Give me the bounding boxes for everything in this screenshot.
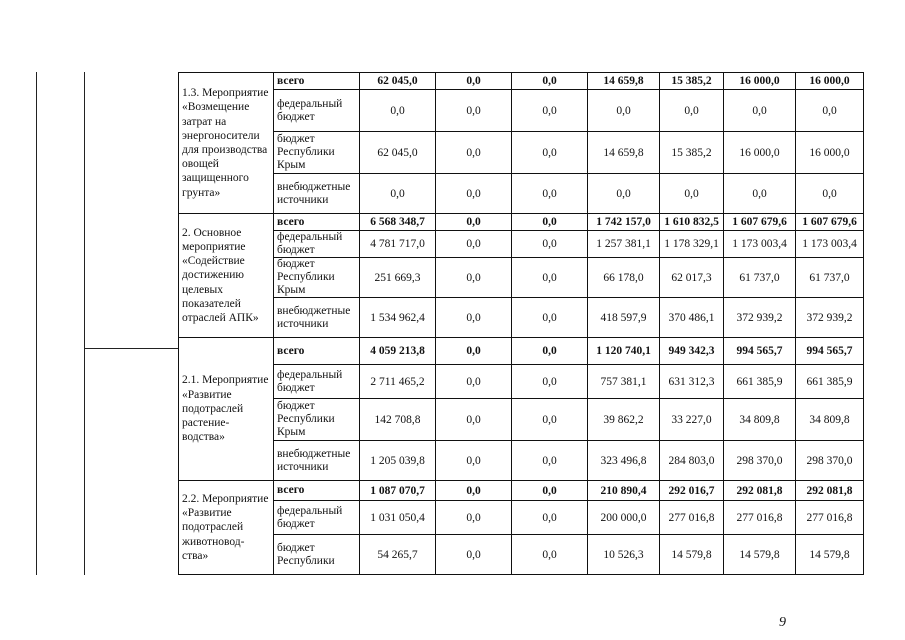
amount-cell: 66 178,0 — [588, 258, 660, 298]
amount-cell: 0,0 — [436, 535, 512, 575]
amount-cell: 949 342,3 — [660, 338, 724, 365]
amount-cell: 661 385,9 — [724, 365, 796, 399]
amount-cell: 34 809,8 — [796, 399, 864, 441]
amount-cell: 61 737,0 — [796, 258, 864, 298]
amount-cell: 0,0 — [512, 298, 588, 338]
amount-cell: 0,0 — [512, 399, 588, 441]
amount-cell: 292 016,7 — [660, 481, 724, 501]
amount-cell: 292 081,8 — [796, 481, 864, 501]
amount-cell: 0,0 — [660, 90, 724, 132]
amount-cell: 277 016,8 — [660, 501, 724, 535]
amount-cell: 0,0 — [512, 338, 588, 365]
amount-cell: 1 173 003,4 — [724, 231, 796, 258]
amount-cell: 0,0 — [512, 441, 588, 481]
measure-name: 2.2. Мероприятие «Развитие подотраслей животновод-ства» — [179, 481, 274, 575]
table-row — [179, 90, 864, 132]
amount-cell: 370 486,1 — [660, 298, 724, 338]
amount-cell: 6 568 348,7 — [360, 214, 436, 231]
funding-source: бюджет Республики Крым — [274, 399, 360, 441]
amount-cell: 0,0 — [436, 338, 512, 365]
table-row — [179, 535, 864, 575]
amount-cell: 292 081,8 — [724, 481, 796, 501]
amount-cell: 0,0 — [588, 90, 660, 132]
amount-cell: 277 016,8 — [724, 501, 796, 535]
amount-cell: 0,0 — [436, 90, 512, 132]
amount-cell: 14 579,8 — [724, 535, 796, 575]
amount-cell: 1 607 679,6 — [724, 214, 796, 231]
section-separator — [84, 348, 178, 349]
table-row — [179, 258, 864, 298]
amount-cell: 372 939,2 — [724, 298, 796, 338]
amount-cell: 0,0 — [360, 90, 436, 132]
measure-name: 2.1. Мероприятие «Развитие подотраслей растение-водства» — [179, 338, 274, 481]
amount-cell: 0,0 — [724, 174, 796, 214]
amount-cell: 0,0 — [512, 231, 588, 258]
amount-cell: 0,0 — [436, 231, 512, 258]
table-row — [179, 214, 864, 231]
amount-cell: 1 087 070,7 — [360, 481, 436, 501]
amount-cell: 14 579,8 — [796, 535, 864, 575]
amount-cell: 200 000,0 — [588, 501, 660, 535]
funding-source: федеральный бюджет — [274, 90, 360, 132]
amount-cell: 15 385,2 — [660, 132, 724, 174]
amount-cell: 34 809,8 — [724, 399, 796, 441]
amount-cell: 0,0 — [360, 174, 436, 214]
amount-cell: 0,0 — [724, 90, 796, 132]
table-row — [179, 501, 864, 535]
funding-source: всего — [274, 481, 360, 501]
amount-cell: 4 059 213,8 — [360, 338, 436, 365]
table-row — [179, 298, 864, 338]
amount-cell: 0,0 — [512, 90, 588, 132]
amount-cell: 757 381,1 — [588, 365, 660, 399]
table-row — [179, 481, 864, 501]
column-rule-1 — [84, 72, 85, 575]
amount-cell: 10 526,3 — [588, 535, 660, 575]
amount-cell: 298 370,0 — [724, 441, 796, 481]
amount-cell: 0,0 — [512, 365, 588, 399]
amount-cell: 298 370,0 — [796, 441, 864, 481]
funding-source: всего — [274, 214, 360, 231]
amount-cell: 994 565,7 — [796, 338, 864, 365]
funding-source: федеральный бюджет — [274, 231, 360, 258]
amount-cell: 16 000,0 — [724, 132, 796, 174]
funding-source: внебюджетные источники — [274, 174, 360, 214]
measure-name: 1.3. Мероприятие «Возмещение затрат на энергоносители для производства овощей защищенного грунта» — [179, 73, 274, 214]
amount-cell: 1 257 381,1 — [588, 231, 660, 258]
amount-cell: 277 016,8 — [796, 501, 864, 535]
amount-cell: 4 781 717,0 — [360, 231, 436, 258]
funding-source: всего — [274, 73, 360, 90]
amount-cell: 251 669,3 — [360, 258, 436, 298]
amount-cell: 62 045,0 — [360, 73, 436, 90]
table-row — [179, 441, 864, 481]
amount-cell: 0,0 — [436, 132, 512, 174]
amount-cell: 0,0 — [512, 73, 588, 90]
amount-cell: 2 711 465,2 — [360, 365, 436, 399]
amount-cell: 631 312,3 — [660, 365, 724, 399]
table-row — [179, 365, 864, 399]
amount-cell: 16 000,0 — [796, 73, 864, 90]
amount-cell: 1 120 740,1 — [588, 338, 660, 365]
amount-cell: 0,0 — [436, 258, 512, 298]
amount-cell: 1 742 157,0 — [588, 214, 660, 231]
amount-cell: 0,0 — [436, 481, 512, 501]
amount-cell: 15 385,2 — [660, 73, 724, 90]
amount-cell: 0,0 — [436, 441, 512, 481]
amount-cell: 1 607 679,6 — [796, 214, 864, 231]
amount-cell: 1 610 832,5 — [660, 214, 724, 231]
amount-cell: 14 579,8 — [660, 535, 724, 575]
amount-cell: 54 265,7 — [360, 535, 436, 575]
amount-cell: 0,0 — [436, 399, 512, 441]
amount-cell: 1 205 039,8 — [360, 441, 436, 481]
table-row — [179, 174, 864, 214]
amount-cell: 62 045,0 — [360, 132, 436, 174]
funding-source: бюджет Республики Крым — [274, 258, 360, 298]
amount-cell: 0,0 — [436, 214, 512, 231]
funding-source: всего — [274, 338, 360, 365]
amount-cell: 1 534 962,4 — [360, 298, 436, 338]
table-row — [179, 338, 864, 365]
amount-cell: 142 708,8 — [360, 399, 436, 441]
amount-cell: 0,0 — [436, 501, 512, 535]
funding-source: федеральный бюджет — [274, 365, 360, 399]
amount-cell: 418 597,9 — [588, 298, 660, 338]
table-row — [179, 231, 864, 258]
amount-cell: 0,0 — [512, 535, 588, 575]
table-row — [179, 132, 864, 174]
amount-cell: 14 659,8 — [588, 132, 660, 174]
amount-cell: 0,0 — [588, 174, 660, 214]
amount-cell: 16 000,0 — [724, 73, 796, 90]
amount-cell: 0,0 — [512, 174, 588, 214]
amount-cell: 14 659,8 — [588, 73, 660, 90]
funding-source: федеральный бюджет — [274, 501, 360, 535]
amount-cell: 0,0 — [512, 258, 588, 298]
amount-cell: 210 890,4 — [588, 481, 660, 501]
amount-cell: 0,0 — [436, 298, 512, 338]
amount-cell: 0,0 — [512, 501, 588, 535]
amount-cell: 994 565,7 — [724, 338, 796, 365]
amount-cell: 62 017,3 — [660, 258, 724, 298]
amount-cell: 33 227,0 — [660, 399, 724, 441]
amount-cell: 0,0 — [436, 73, 512, 90]
amount-cell: 0,0 — [512, 481, 588, 501]
amount-cell: 39 862,2 — [588, 399, 660, 441]
amount-cell: 0,0 — [436, 365, 512, 399]
table-row — [179, 399, 864, 441]
funding-source: внебюджетные источники — [274, 298, 360, 338]
amount-cell: 1 173 003,4 — [796, 231, 864, 258]
amount-cell: 0,0 — [436, 174, 512, 214]
amount-cell: 0,0 — [512, 214, 588, 231]
amount-cell: 284 803,0 — [660, 441, 724, 481]
amount-cell: 372 939,2 — [796, 298, 864, 338]
amount-cell: 61 737,0 — [724, 258, 796, 298]
amount-cell: 0,0 — [660, 174, 724, 214]
funding-source: внебюджетные источники — [274, 441, 360, 481]
table-row — [179, 73, 864, 90]
left-margin-rule — [36, 72, 37, 575]
amount-cell: 16 000,0 — [796, 132, 864, 174]
amount-cell: 0,0 — [512, 132, 588, 174]
amount-cell: 1 031 050,4 — [360, 501, 436, 535]
measure-name: 2. Основное мероприятие «Содействие достижению целевых показателей отраслей АПК» — [179, 214, 274, 338]
amount-cell: 0,0 — [796, 90, 864, 132]
amount-cell: 323 496,8 — [588, 441, 660, 481]
amount-cell: 0,0 — [796, 174, 864, 214]
funding-source: бюджет Республики Крым — [274, 132, 360, 174]
budget-table — [178, 72, 864, 575]
amount-cell: 1 178 329,1 — [660, 231, 724, 258]
funding-source: бюджет Республики — [274, 535, 360, 575]
amount-cell: 661 385,9 — [796, 365, 864, 399]
page-number: 9 — [779, 615, 786, 630]
